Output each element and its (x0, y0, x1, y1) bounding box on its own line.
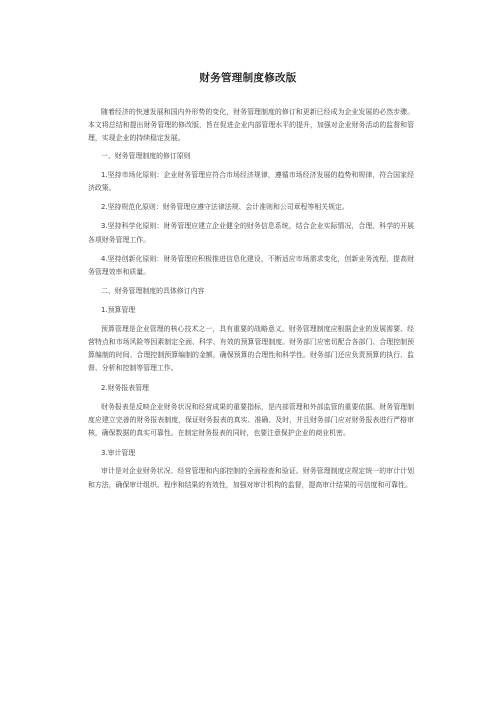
document-title: 财务管理制度修改版 (199, 72, 297, 84)
paragraph: 一、财务管理制度的修订原则 (101, 151, 191, 160)
paragraph: 二、财务管理制度的具体修订内容 (101, 287, 205, 296)
paragraph: 随着经济的快速发展和国内外形势的变化，财务管理制度的修订和更新已经成为企业发展的必然步骤。本文将总结和提出财务管理的修改版，旨在促进企业内部管理水平的提升，加强对企业财务活动的监督和管理，实现企业的持续稳定发展。 (88, 108, 414, 143)
paragraph: 2.坚持规范化原则：财务管理应遵守法律法规、会计准则和公司章程等相关规定。 (101, 203, 349, 212)
paragraph: 3.坚持科学化原则：财务管理应建立企业健全的财务信息系统，结合企业实际情况，合理、科学的开展各项财务管理工作。 (88, 222, 414, 244)
paragraph: 财务报表是反映企业财务状况和经营成果的重要指标，是内部管理和外部监管的重要依据。财务管理制度应建立完善的财务报表制度，保证财务报表的真实、准确、及时，并且财务部门应对财务报表进行严格审核，确保数据的真实可靠性。在制定财务报表的同时，也要注意保护企业的商业机密。 (88, 402, 414, 438)
paragraph: 预算管理是企业管理的核心技术之一，具有重要的战略意义。财务管理制度应根据企业的发展需要、经营特点和市场风险等因素制定全面、科学、有效的预算管理制度。财务部门应密切配合各部门、合理控制预算编制的时间、合理控制预算编制的金额，确保预算的合理性和科学性。财务部门还应负责预算的执行、监督、分析和控制等管理工作。 (88, 324, 414, 373)
document-body (88, 106, 414, 492)
paragraph: 4.坚持创新化原则：财务管理应积极推进信息化建设，不断适应市场需求变化，创新业务流程，提高财务管理效率和质量。 (88, 254, 414, 277)
paragraph: 2.财务报表管理 (101, 384, 149, 393)
paragraph: 审计是对企业财务状况、经营管理和内部控制的全面检查和验证。财务管理制度应规定统一的审计计划和方法，确保审计组织、程序和结果的有效性，加强对审计机构的监督，提高审计结果的可信度和可靠性。 (88, 467, 414, 489)
paragraph: 1.坚持市场化原则：企业财务管理应符合市场经济规律，遵循市场经济发展的趋势和规律，符合国家经济政策。 (88, 170, 414, 193)
paragraph: 1.预算管理 (101, 306, 136, 315)
paragraph: 3.审计管理 (101, 449, 136, 458)
